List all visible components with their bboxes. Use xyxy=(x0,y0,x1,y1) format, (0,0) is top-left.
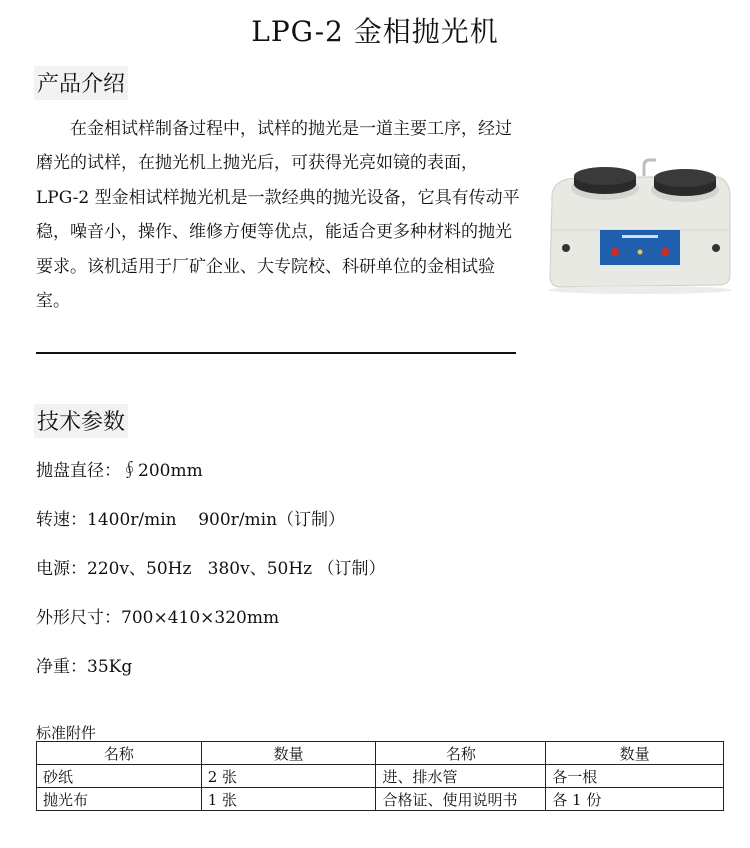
table-cell: 砂纸 xyxy=(37,765,202,788)
intro-text: 在金相试样制备过程中，试样的抛光是一道主要工序，经过磨光的试样，在抛光机上抛光后，可获得光亮如镜的表面，LPG-2 型金相试样抛光机是一款经典的抛光设备，它具有传动平稳，噪音小，操作、维修方便等优点，能适合更多种材料的抛光要求。该机适用于厂矿企业、大专院校、科研单位的金相试验室。 xyxy=(36,119,520,312)
table-row xyxy=(37,788,724,811)
header-cell: 数量 xyxy=(201,742,376,765)
table-cell: 各 1 份 xyxy=(546,788,724,811)
table-cell: 进、排水管 xyxy=(376,765,546,788)
header-cell: 名称 xyxy=(376,742,546,765)
spec-dimensions: 外形尺寸：700×410×320mm xyxy=(36,608,280,628)
page-title: LPG-2 金相抛光机 xyxy=(251,15,499,48)
table-row xyxy=(37,765,724,788)
table-cell: 各一根 xyxy=(546,765,724,788)
spec-disc-diameter: 抛盘直径：∮200mm xyxy=(36,461,203,481)
header-cell: 数量 xyxy=(546,742,724,765)
header-cell: 名称 xyxy=(37,742,202,765)
accessories-table xyxy=(36,741,724,811)
spec-net-weight: 净重：35Kg xyxy=(36,657,133,677)
table-cell: 抛光布 xyxy=(37,788,202,811)
spec-power: 电源：220v、50Hz 380v、50Hz （订制） xyxy=(36,559,386,579)
intro-heading: 产品介绍 xyxy=(34,66,128,100)
spec-speed: 转速：1400r/min 900r/min（订制） xyxy=(36,510,346,530)
table-cell: 2 张 xyxy=(201,765,376,788)
table-cell: 合格证、使用说明书 xyxy=(376,788,546,811)
specs-heading: 技术参数 xyxy=(34,404,128,438)
table-cell: 1 张 xyxy=(201,788,376,811)
accessories-title: 标准附件 xyxy=(36,724,97,742)
section-divider xyxy=(36,352,516,354)
polishing-machine-image xyxy=(530,80,745,350)
table-header-row xyxy=(37,742,724,765)
